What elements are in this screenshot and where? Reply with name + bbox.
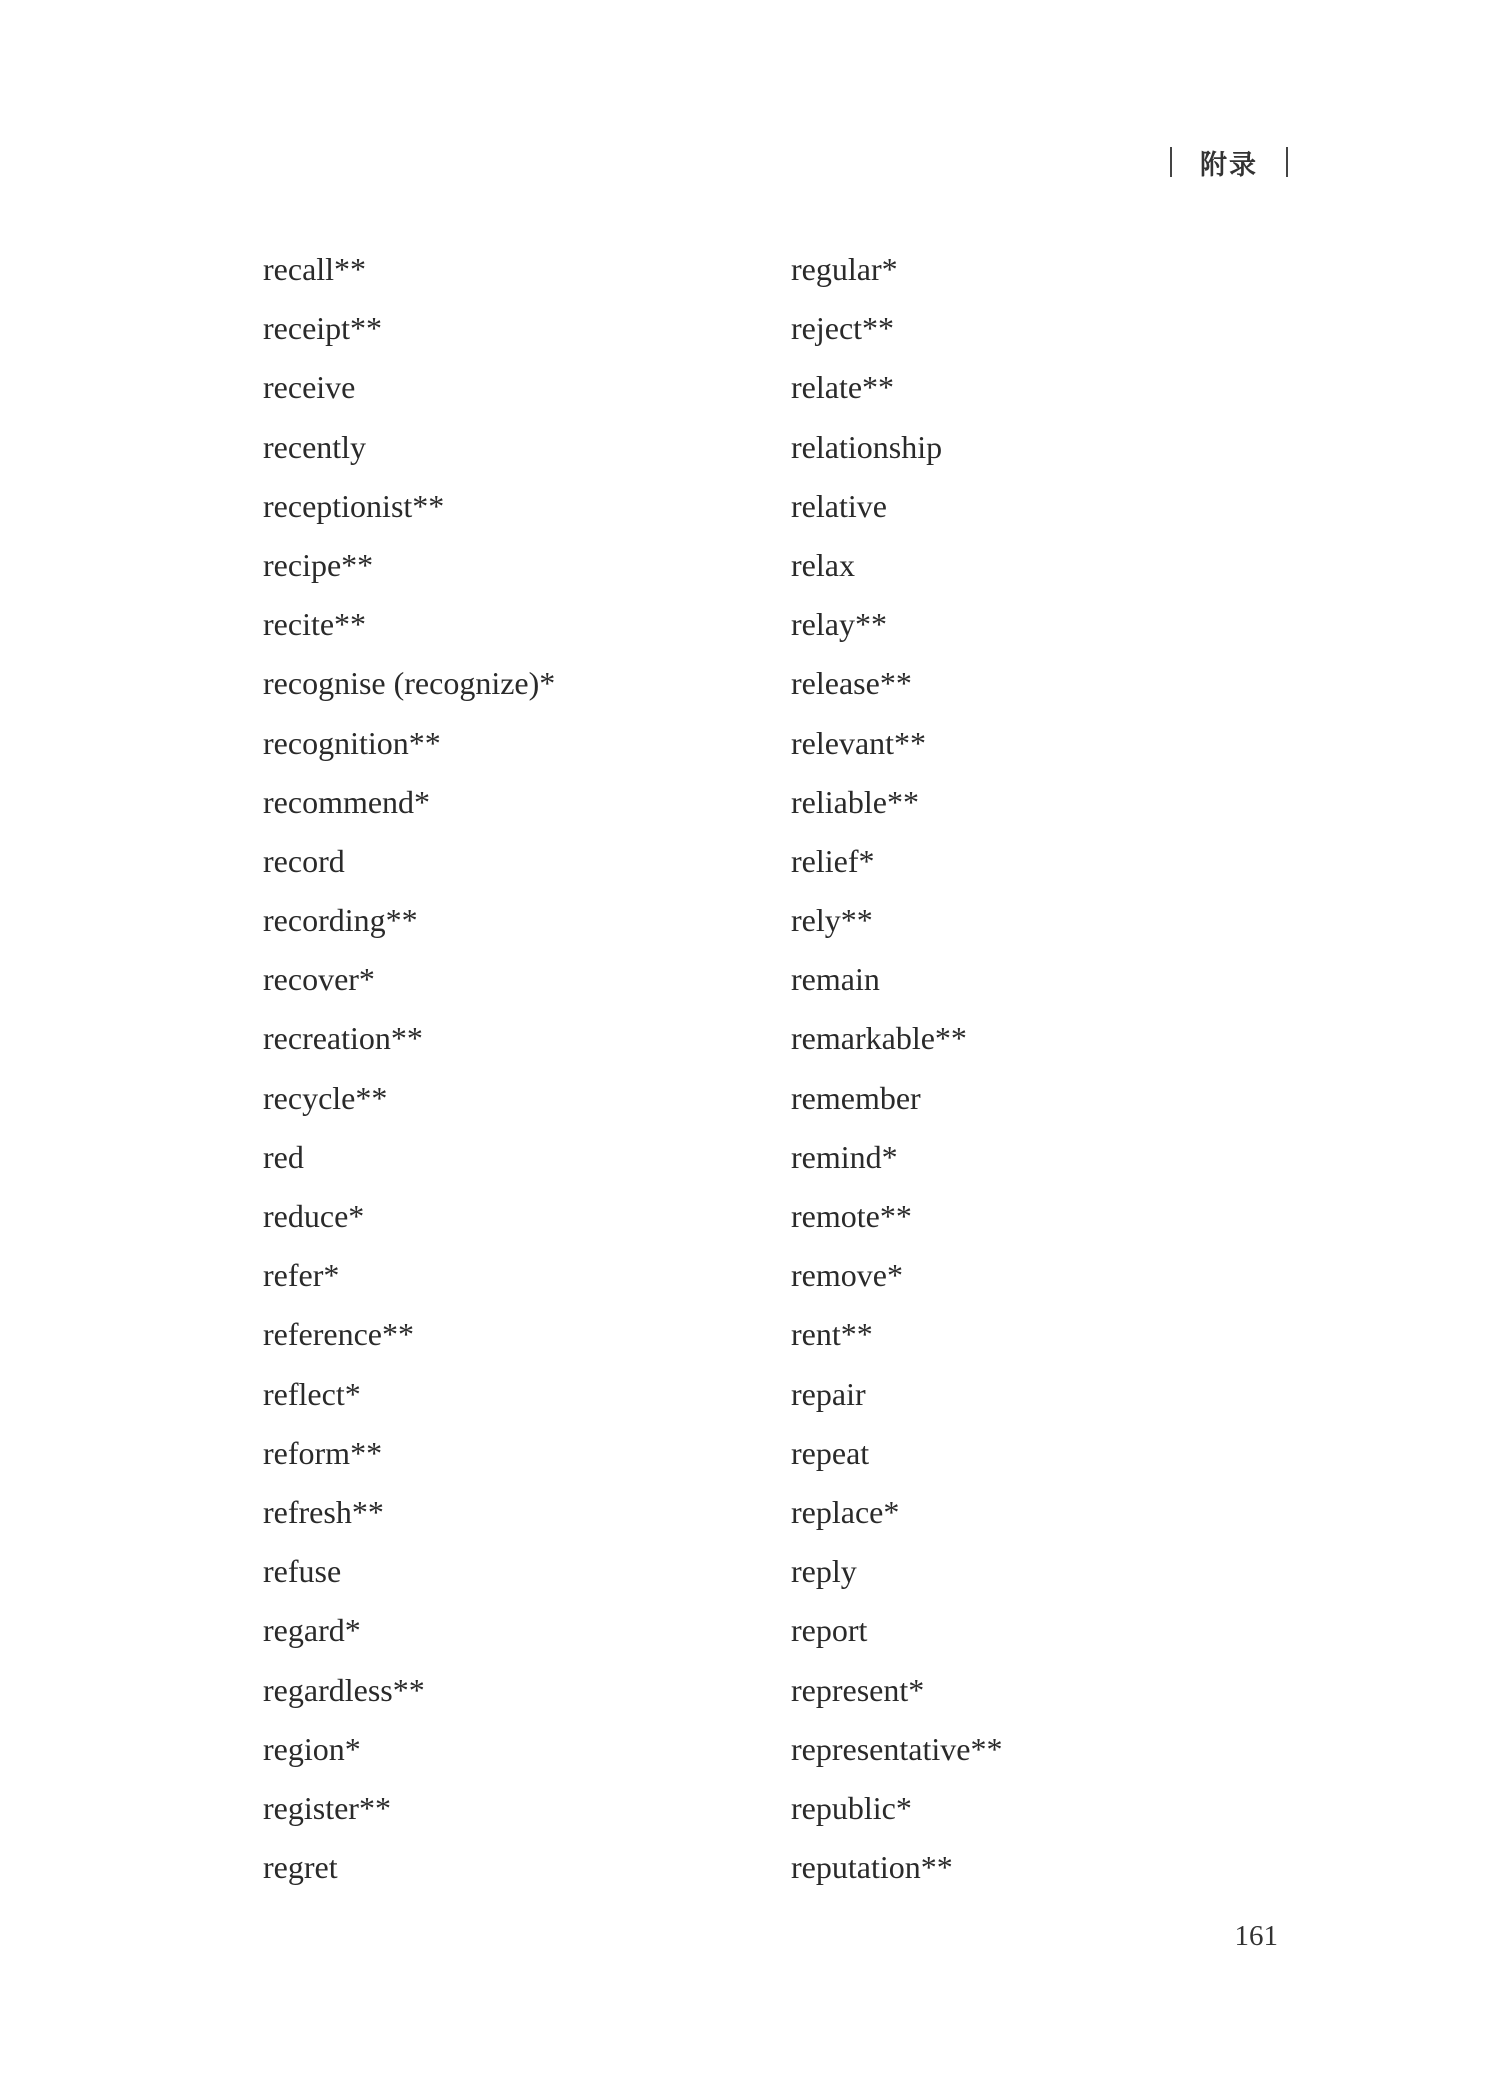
word-entry: rely** <box>791 902 873 939</box>
word-entry: regret <box>263 1849 338 1886</box>
word-entry: recycle** <box>263 1079 388 1116</box>
word-entry: receive <box>263 369 356 406</box>
word-entry: record <box>263 842 345 879</box>
word-entry: register** <box>263 1789 391 1826</box>
word-entry: recording** <box>263 902 418 939</box>
word-entry: relevant** <box>791 724 927 761</box>
word-entry: reduce* <box>263 1198 365 1234</box>
header-divider-right <box>1286 147 1288 177</box>
word-entry: relay** <box>791 606 887 643</box>
word-entry: repeat <box>791 1434 870 1471</box>
word-entry: reflect* <box>263 1375 361 1412</box>
word-column-left <box>263 240 791 1897</box>
word-entry: reply <box>791 1553 857 1590</box>
word-entry: remember <box>791 1079 921 1116</box>
word-entry: recreation** <box>263 1020 423 1057</box>
word-entry: represent* <box>791 1671 925 1708</box>
word-entry: regard* <box>263 1612 361 1649</box>
word-entry: regular* <box>791 251 898 287</box>
word-entry: remind* <box>791 1138 898 1175</box>
word-entry: regardless** <box>263 1671 425 1708</box>
word-entry: reject** <box>791 310 895 347</box>
word-entry: remain <box>791 961 880 998</box>
word-entry: reliable** <box>791 783 919 820</box>
word-entry: relationship <box>791 428 943 465</box>
word-entry: relax <box>791 546 855 583</box>
running-header <box>1170 140 1288 184</box>
word-entry: release** <box>791 665 912 702</box>
word-entry: relate** <box>791 369 895 406</box>
word-entry: refer* <box>263 1257 340 1294</box>
word-entry: reputation** <box>791 1849 953 1886</box>
word-entry: recommend* <box>263 783 431 820</box>
word-entry: reference** <box>263 1316 414 1353</box>
word-entry: recipe** <box>263 546 374 583</box>
word-entry: refuse <box>263 1553 342 1590</box>
word-entry: reform** <box>263 1434 383 1471</box>
word-entry: refresh** <box>263 1493 384 1530</box>
word-entry: relief* <box>791 842 875 879</box>
word-entry: recover* <box>263 961 375 998</box>
section-title: 附录 <box>1200 149 1258 181</box>
word-entry: recite** <box>263 606 367 643</box>
word-entry: relative <box>791 487 887 524</box>
word-entry: replace* <box>791 1493 900 1530</box>
word-entry: report <box>791 1612 868 1649</box>
word-entry: recognise (recognize)* <box>263 665 556 702</box>
word-entry: representative** <box>791 1730 1003 1767</box>
word-entry: receipt** <box>263 310 383 347</box>
word-entry: repair <box>791 1375 866 1412</box>
word-entry: republic* <box>791 1789 912 1826</box>
word-entry: red <box>263 1138 304 1175</box>
word-entry: receptionist** <box>263 487 445 524</box>
page-number: 161 <box>1234 1920 1278 1952</box>
word-entry: rent** <box>791 1316 873 1353</box>
word-entry: recently <box>263 428 367 465</box>
word-entry: remove* <box>791 1257 903 1294</box>
word-column-right <box>791 240 1319 1897</box>
vocabulary-list <box>263 240 1319 1897</box>
word-entry: region* <box>263 1730 361 1767</box>
word-entry: recall** <box>263 251 367 287</box>
word-entry: remote** <box>791 1198 912 1234</box>
word-entry: recognition** <box>263 724 441 761</box>
header-divider-left <box>1170 147 1172 177</box>
word-entry: remarkable** <box>791 1020 967 1057</box>
